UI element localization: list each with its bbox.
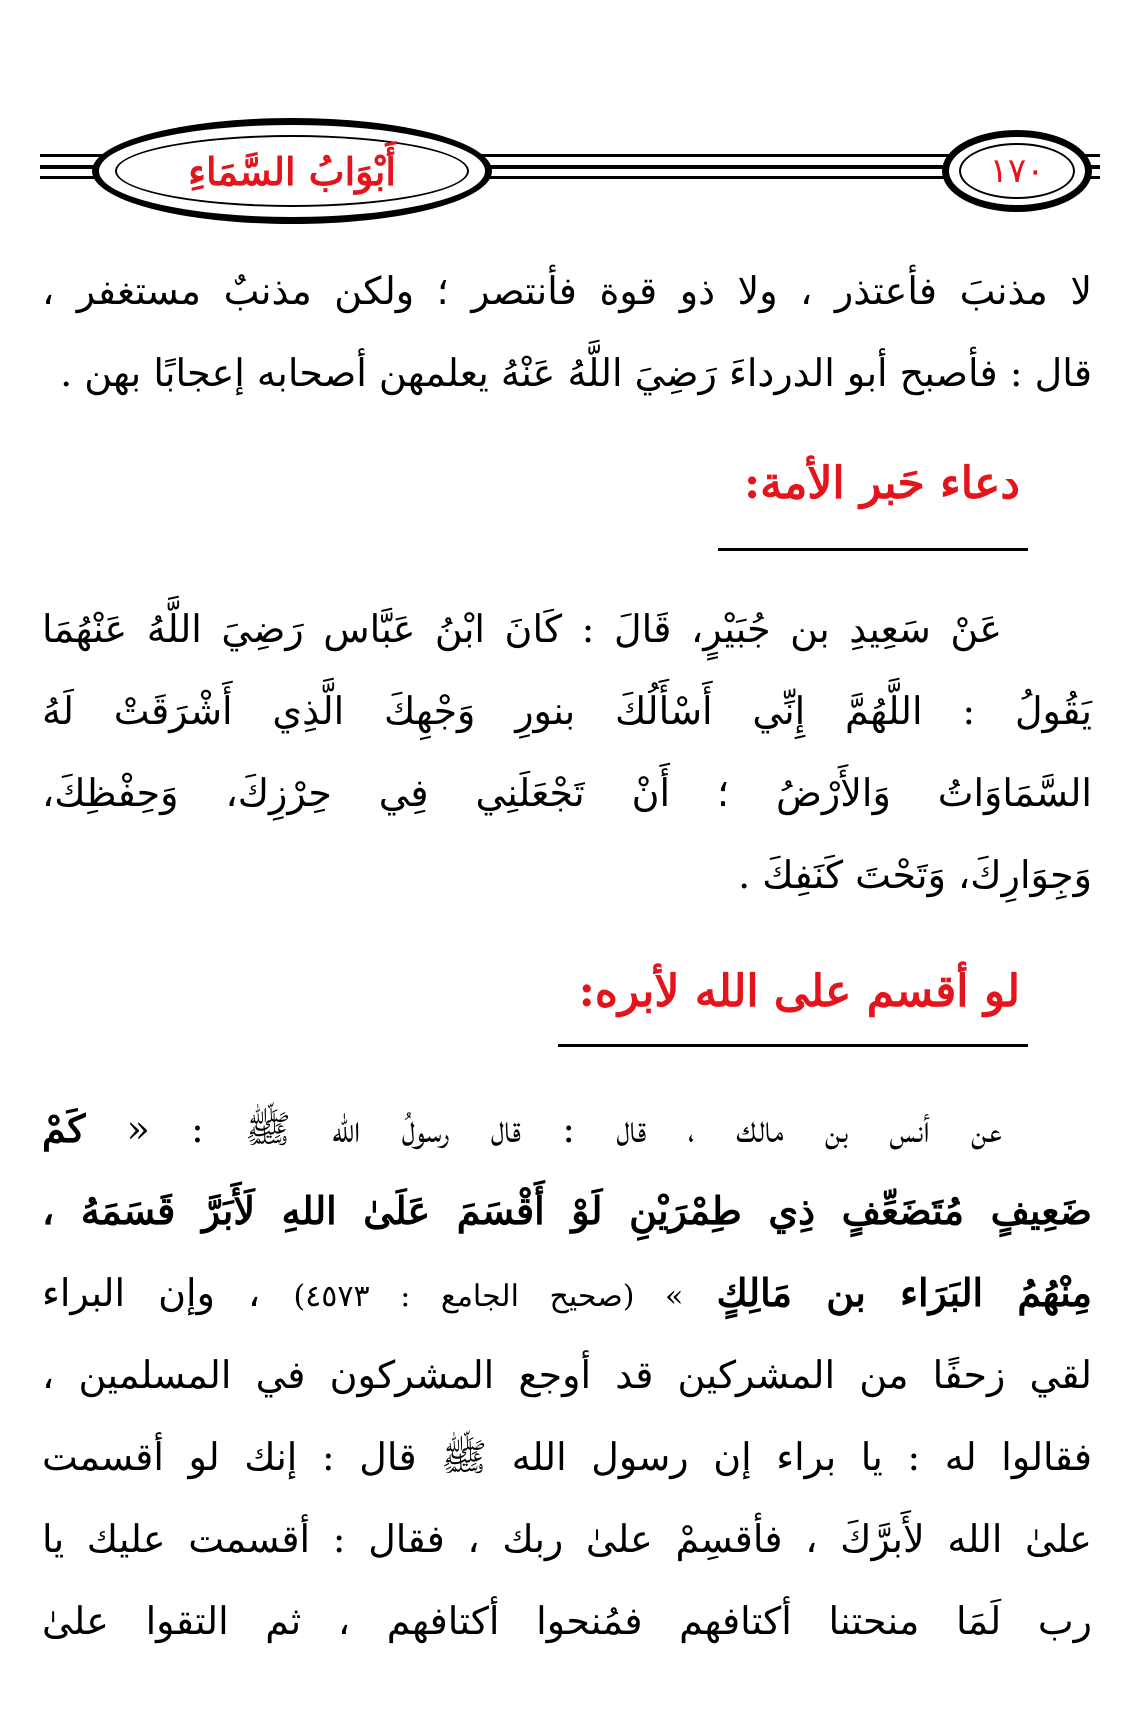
text-line: قال : فأصبح أبو الدرداءَ رَضِيَ اللَّهُ عَنْهُ يعلمهن أصحابه إعجابًا بهن . (60, 351, 1092, 395)
continuation-paragraph (42, 250, 1092, 414)
page-number: ١٧٠ (989, 151, 1045, 191)
text-line: علىٰ الله لأَبرَّكَ ، فأقسِمْ علىٰ ربك ، فقال : أقسمت عليك يا (42, 1517, 1092, 1561)
text-line: يَقُولُ : اللَّهُمَّ إِنِّي أَسْأَلُكَ بنورِ وَجْهِكَ الَّذِي أَشْرَقَتْ لَهُ (42, 689, 1092, 733)
chapter-title-oval (92, 118, 492, 224)
hadith-reference: » (صحيح الجامع : ٤٥٧٣) (293, 1279, 684, 1314)
hadith-intro: عن أنس بن مالك ، قال : قال رسولُ الله ﷺ : « (126, 1107, 1002, 1151)
hadith-text-bold: كَمْ (42, 1106, 86, 1151)
page-header (40, 118, 1100, 230)
text-fragment: ، وإن البراء (42, 1271, 261, 1315)
text-line: عَنْ سَعِيدِ بن جُبَيْرٍ، قَالَ : كَانَ ابْنُ عَبَّاس رَضِيَ اللَّهُ عَنْهُمَا (42, 607, 1002, 651)
section-heading-underline (558, 1044, 1028, 1047)
text-line: وَجِوَارِكَ، وَتَحْتَ كَنَفِكَ . (738, 853, 1092, 897)
section-paragraph (42, 1088, 1092, 1662)
chapter-title: أَبْوَابُ السَّمَاءِ (188, 148, 396, 194)
hadith-text-bold: مِنْهُمُ البَرَاء بن مَالِكٍ (716, 1270, 1092, 1315)
section-heading-text: لو أقسم على الله لأبره: (578, 966, 1020, 1017)
text-line: السَّمَاوَاتُ وَالأَرْضُ ؛ أَنْ تَجْعَلَنِي فِي حِرْزِكَ، وَحِفْظِكَ، (42, 771, 1092, 815)
section-heading-underline (718, 548, 1028, 551)
text-line: فقالوا له : يا براء إن رسول الله ﷺ قال : إنك لو أقسمت (42, 1435, 1092, 1479)
page-number-oval (942, 130, 1092, 212)
text-line (42, 1252, 1092, 1334)
section-paragraph (42, 588, 1092, 916)
section-heading (579, 966, 1020, 1025)
text-line (42, 1088, 1092, 1170)
section-heading (744, 458, 1020, 517)
hadith-text-bold: ضَعِيفٍ مُتَضَعِّفٍ ذِي طِمْرَيْنِ لَوْ أَقْسَمَ عَلَىٰ اللهِ لَأَبَرَّ قَسَمَهُ ، (42, 1188, 1092, 1233)
text-line: لا مذنبَ فأعتذر ، ولا ذو قوة فأنتصر ؛ ولكن مذنبٌ مستغفر ، (42, 269, 1092, 313)
section-heading-text: دعاء حَبر الأمة: (743, 458, 1020, 509)
text-line: رب لَمَا منحتنا أكتافهم فمُنحوا أكتافهم ، ثم التقوا علىٰ (42, 1599, 1092, 1643)
text-line: لقي زحفًا من المشركين قد أوجع المشركون في المسلمين ، (42, 1353, 1092, 1397)
